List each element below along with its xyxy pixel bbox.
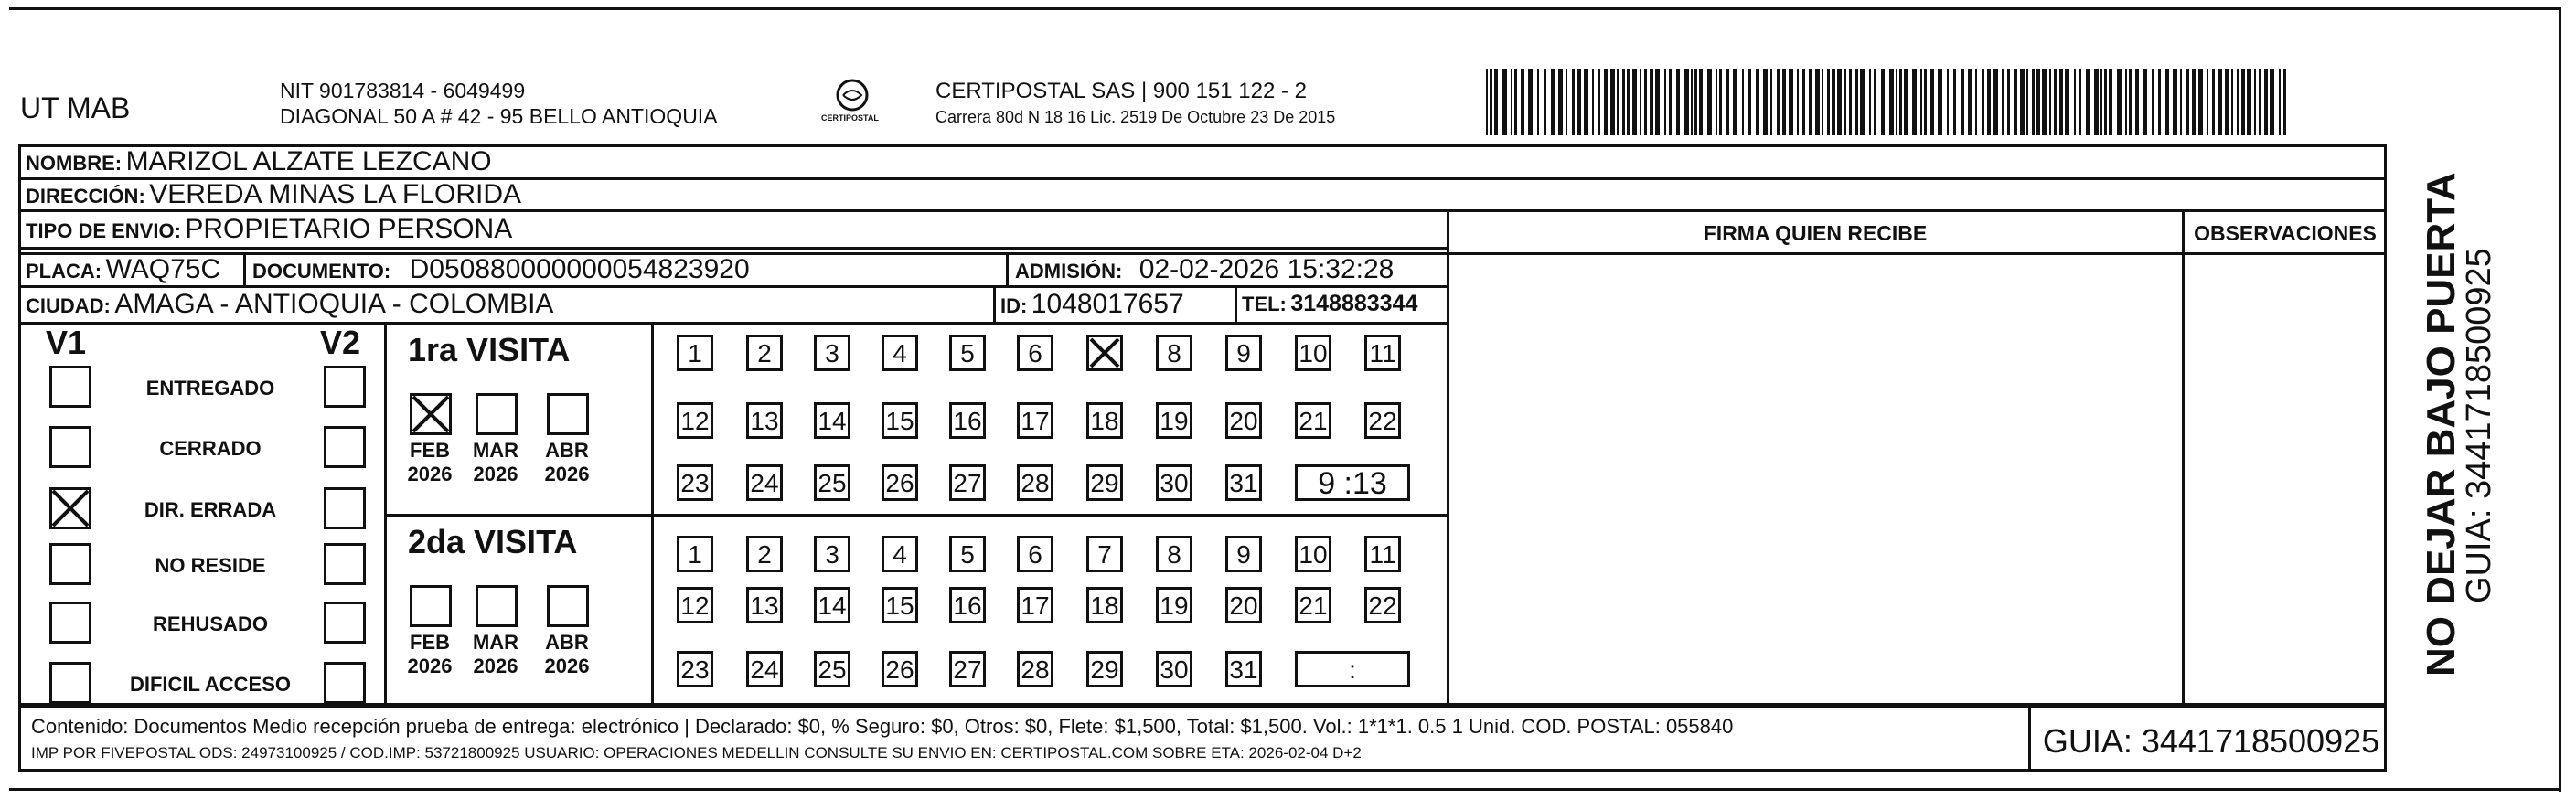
receiver-signature-label: FIRMA QUIEN RECIBE (1703, 221, 1928, 245)
barcode-bar (1640, 69, 1641, 135)
visit2-day-23[interactable]: 23 (677, 651, 713, 687)
col-line (993, 285, 996, 322)
barcode-bar (2264, 69, 2268, 135)
visit2-day-6[interactable]: 6 (1017, 536, 1053, 572)
company-name: UT MAB (20, 91, 131, 124)
visit2-time-field[interactable]: : (1295, 651, 1410, 687)
barcode-bar (2180, 69, 2182, 135)
name-row (26, 146, 492, 177)
barcode-bar (1832, 69, 1835, 135)
barcode-bar (2002, 69, 2004, 135)
visit1-day-27[interactable]: 27 (949, 464, 986, 501)
barcode-bar (1822, 69, 1823, 135)
visit1-month-label-abr: ABR 2026 (544, 439, 590, 485)
col-line (1006, 252, 1009, 287)
city-row (26, 289, 553, 320)
visit1-day-6[interactable]: 6 (1017, 335, 1053, 371)
visit1-day-8[interactable]: 8 (1156, 335, 1192, 371)
visit2-day-18[interactable]: 18 (1086, 587, 1123, 623)
visit1-day-11[interactable]: 11 (1364, 335, 1401, 371)
col-line (1235, 285, 1237, 322)
status-label-dificil-acceso: DIFICIL ACCESO (129, 673, 291, 696)
v1-checkbox-no-reside[interactable] (49, 543, 91, 585)
address-label: DIRECCIÓN: (26, 185, 145, 208)
barcode-bar (1726, 69, 1729, 135)
visit1-day-1[interactable]: 1 (677, 335, 713, 371)
company-address: DIAGONAL 50 A # 42 - 95 BELLO ANTIOQUIA (280, 104, 718, 128)
side-guia: GUIA: 3441718500925 (2460, 248, 2498, 603)
barcode-bar (2218, 69, 2222, 135)
barcode-bar (1699, 69, 1703, 135)
barcode-bar (2259, 69, 2261, 135)
barcode-bar (1849, 69, 1852, 135)
plate-row (26, 254, 220, 285)
barcode-bar (1938, 69, 1942, 135)
footer-imp: IMP POR FIVEPOSTAL ODS: 24973100925 / COD.IMP: 53721800925 USUARIO: OPERACIONES MEDELLIN CONSULTE SU ENVIO EN: CERTIPOSTAL.COM SOBRE ETA: 2026-02-04 D+2 (31, 744, 1362, 762)
visit2-day-20[interactable]: 20 (1225, 587, 1262, 623)
barcode-bar (1756, 69, 1759, 135)
barcode-bar (2129, 69, 2132, 135)
visit1-month-checkbox-mar[interactable] (476, 393, 518, 435)
visit2-day-14[interactable]: 14 (814, 587, 850, 623)
barcode-bar (1691, 69, 1693, 135)
visit1-day-9[interactable]: 9 (1225, 335, 1262, 371)
barcode-bar (2225, 69, 2229, 135)
barcode-bar (1664, 69, 1666, 135)
barcode-bar (1770, 69, 1772, 135)
barcode-bar (2049, 69, 2051, 135)
status-label-dir-errada: DIR. ERRADA (144, 498, 277, 521)
right-border (2559, 7, 2561, 792)
barcode-bar (1742, 69, 1744, 135)
barcode-bar (1511, 69, 1512, 135)
v2-checkbox-dificil-acceso[interactable] (324, 662, 366, 704)
visit2-day-31[interactable]: 31 (1225, 651, 1262, 687)
barcode-bar (2186, 69, 2189, 135)
barcode-bar (1930, 69, 1934, 135)
barcode-bar (1684, 69, 1689, 135)
barcode-bar (1844, 69, 1846, 135)
tel-row (1242, 291, 1417, 317)
bottom-border (9, 788, 2560, 791)
side-notice: NO DEJAR BAJO PUERTA (2419, 172, 2464, 676)
visit2-day-21[interactable]: 21 (1295, 587, 1331, 623)
type-value: PROPIETARIO PERSONA (185, 214, 513, 244)
address-value: VEREDA MINAS LA FLORIDA (149, 179, 522, 209)
barcode-bar (2036, 69, 2040, 135)
visit2-day-10[interactable]: 10 (1295, 536, 1331, 572)
visit2-day-1[interactable]: 1 (677, 536, 713, 572)
barcode-bar (1514, 69, 1517, 135)
barcode-bar (1899, 69, 1902, 135)
name-value: MARIZOL ALZATE LEZCANO (125, 146, 492, 176)
barcode-bar (2192, 69, 2196, 135)
visit2-month-checkbox-feb[interactable] (410, 585, 452, 627)
id-label: ID: (1000, 294, 1028, 317)
visit1-day-23[interactable]: 23 (677, 464, 713, 501)
barcode-bar (1881, 69, 1885, 135)
barcode-bar (1650, 69, 1653, 135)
barcode-bar (1797, 69, 1799, 135)
v2-checkbox-entregado[interactable] (324, 366, 366, 408)
visit1-month-checkbox-feb[interactable] (410, 393, 452, 435)
visit2-day-7[interactable]: 7 (1086, 536, 1123, 572)
document-value: D050880000000054823920 (409, 254, 750, 284)
barcode-bar (2059, 69, 2063, 135)
barcode-bar (1912, 69, 1917, 135)
barcode-bar (2117, 69, 2122, 135)
visit1-day-22[interactable]: 22 (1364, 402, 1401, 439)
status-label-cerrado: CERRADO (159, 437, 262, 460)
barcode-bar (2032, 69, 2035, 135)
visit1-day-29[interactable]: 29 (1086, 464, 1123, 501)
city-value: AMAGA - ANTIOQUIA - COLOMBIA (114, 289, 554, 319)
plate-value: WAQ75C (105, 254, 221, 284)
type-label: TIPO DE ENVIO: (26, 219, 181, 242)
name-label: NOMBRE: (26, 152, 123, 175)
v2-label: V2 (320, 324, 361, 361)
barcode-bar (1975, 69, 1977, 135)
id-row (1000, 289, 1184, 320)
barcode-bar (1617, 69, 1619, 135)
visit2-day-17[interactable]: 17 (1017, 587, 1053, 623)
admission-value: 02-02-2026 15:32:28 (1138, 254, 1395, 284)
barcode-bar (1494, 69, 1498, 135)
tel-value: 3148883344 (1290, 291, 1418, 316)
visit2-day-28[interactable]: 28 (1017, 651, 1053, 687)
barcode-bar (1627, 69, 1630, 135)
type-row (26, 214, 512, 245)
visit1-day-17[interactable]: 17 (1017, 402, 1053, 439)
barcode-bar (2165, 69, 2169, 135)
barcode-bar (2152, 69, 2154, 135)
v2-checkbox-cerrado[interactable] (324, 426, 366, 468)
barcode-bar (2237, 69, 2239, 135)
barcode-bar (1716, 69, 1717, 135)
barcode-bar (2254, 69, 2256, 135)
plate-label: PLACA: (26, 260, 102, 282)
visit2-day-16[interactable]: 16 (949, 587, 986, 623)
id-value: 1048017657 (1031, 289, 1184, 319)
barcode-bar (1802, 69, 1805, 135)
barcode-bar (1577, 69, 1581, 135)
visit2-day-27[interactable]: 27 (949, 651, 986, 687)
barcode-bar (1827, 69, 1830, 135)
barcode-bar (2247, 69, 2251, 135)
barcode-bar (1610, 69, 1615, 135)
logo-text: CERTIPOSTAL (821, 113, 879, 123)
barcode-bar (2042, 69, 2047, 135)
row-line (18, 322, 1447, 325)
barcode-bar (1855, 69, 1858, 135)
address-row (26, 179, 521, 210)
visit2-month-label-mar: MAR 2026 (472, 631, 519, 677)
barcode-bar (1528, 69, 1533, 135)
footer-guia: GUIA: 3441718500925 (2042, 722, 2380, 760)
barcode-bar (2270, 69, 2274, 135)
barcode-bar (2086, 69, 2090, 135)
barcode-bar (1860, 69, 1865, 135)
barcode-bar (1490, 69, 1492, 135)
barcode-bar (1669, 69, 1672, 135)
visit1-day-5[interactable]: 5 (949, 335, 986, 371)
v2-checkbox-rehusado[interactable] (324, 602, 366, 644)
barcode-bar (1676, 69, 1680, 135)
visit1-day-13[interactable]: 13 (746, 402, 783, 439)
barcode-bar (1655, 69, 1660, 135)
barcode-bar (2014, 69, 2017, 135)
visit1-time-field[interactable]: 9 :13 (1295, 464, 1410, 501)
row-line (18, 285, 1447, 288)
barcode-bar (1486, 69, 1488, 135)
barcode-bar (1748, 69, 1751, 135)
visit2-day-9[interactable]: 9 (1225, 536, 1262, 572)
barcode-bar (1763, 69, 1768, 135)
barcode-bar (2231, 69, 2233, 135)
city-label: CIUDAD: (26, 294, 111, 317)
barcode-bar (1544, 69, 1546, 135)
barcode-bar (1889, 69, 1894, 135)
visit2-month-label-abr: ABR 2026 (544, 631, 590, 677)
barcode-bar (1707, 69, 1712, 135)
visit1-day-7[interactable] (1086, 335, 1123, 371)
barcode-bar (2079, 69, 2081, 135)
barcode-bar (2241, 69, 2245, 135)
visit2-day-4[interactable]: 4 (882, 536, 918, 572)
barcode-bar (1632, 69, 1637, 135)
visit2-day-11[interactable]: 11 (1364, 536, 1401, 572)
carrier-license: Carrera 80d N 18 16 Lic. 2519 De Octubre 23 De 2015 (935, 108, 1336, 126)
barcode-bar (2100, 69, 2102, 135)
visit1-day-3[interactable]: 3 (814, 335, 850, 371)
barcode (1486, 69, 2291, 135)
barcode-bar (2283, 69, 2286, 135)
footer-content: Contenido: Documentos Medio recepción prueba de entrega: electrónico | Declarado: $0, % Seguro: $0, Otros: $0, Flete: $1,500, Total: $1,500. Vol.: 1*1*1. 0.5 1 Unid. COD. POSTAL: 055840 (31, 715, 1734, 738)
v1-checkbox-dificil-acceso[interactable] (49, 662, 91, 704)
barcode-bar (1604, 69, 1608, 135)
row-line (18, 247, 1447, 250)
barcode-bar (2074, 69, 2076, 135)
barcode-bar (1777, 69, 1780, 135)
admission-label: ADMISIÓN: (1015, 260, 1123, 282)
visit2-day-19[interactable]: 19 (1156, 587, 1192, 623)
document-row (252, 254, 750, 285)
document-label: DOCUMENTO: (252, 260, 391, 282)
row-line (384, 514, 1447, 517)
v1-label: V1 (46, 324, 87, 361)
visit1-day-10[interactable]: 10 (1295, 335, 1331, 371)
barcode-bar (1566, 69, 1567, 135)
carrier-name: CERTIPOSTAL SAS | 900 151 122 - 2 (935, 79, 1307, 103)
observations-area[interactable] (2182, 252, 2387, 706)
visit1-month-checkbox-abr[interactable] (547, 393, 589, 435)
barcode-bar (1815, 69, 1820, 135)
certipostal-logo (816, 77, 889, 128)
barcode-bar (1502, 69, 1507, 135)
barcode-bar (2212, 69, 2215, 135)
visit1-day-4[interactable]: 4 (882, 335, 918, 371)
status-label-entregado: ENTREGADO (145, 377, 275, 400)
visit2-day-15[interactable]: 15 (882, 587, 918, 623)
v1-checkbox-cerrado[interactable] (49, 426, 91, 468)
visit2-day-29[interactable]: 29 (1086, 651, 1123, 687)
visit1-day-16[interactable]: 16 (949, 402, 986, 439)
visit2-day-2[interactable]: 2 (746, 536, 783, 572)
v2-checkbox-no-reside[interactable] (324, 543, 366, 585)
barcode-bar (1782, 69, 1786, 135)
barcode-bar (1598, 69, 1600, 135)
v1-checkbox-entregado[interactable] (49, 366, 91, 408)
visit1-day-14[interactable]: 14 (814, 402, 850, 439)
status-label-no-reside: NO RESIDE (155, 554, 266, 577)
barcode-bar (1874, 69, 1876, 135)
top-border (9, 7, 2560, 10)
visit1-day-18[interactable]: 18 (1086, 402, 1123, 439)
barcode-bar (2054, 69, 2057, 135)
observations-label: OBSERVACIONES (2194, 221, 2377, 245)
tel-label: TEL: (1242, 293, 1287, 315)
barcode-bar (1644, 69, 1647, 135)
barcode-bar (1592, 69, 1594, 135)
barcode-bar (1521, 69, 1524, 135)
barcode-bar (1537, 69, 1539, 135)
visit2-day-5[interactable]: 5 (949, 536, 986, 572)
barcode-bar (1558, 69, 1563, 135)
barcode-bar (1987, 69, 1991, 135)
visit2-month-label-feb: FEB 2026 (407, 631, 453, 677)
barcode-bar (2026, 69, 2028, 135)
barcode-bar (1896, 69, 1897, 135)
barcode-bar (1733, 69, 1737, 135)
barcode-bar (2125, 69, 2127, 135)
barcode-bar (2143, 69, 2147, 135)
visit1-title: 1ra VISITA (408, 331, 571, 368)
visit2-day-22[interactable]: 22 (1364, 587, 1401, 623)
visit1-day-15[interactable]: 15 (882, 402, 918, 439)
barcode-bar (1719, 69, 1722, 135)
visit2-day-24[interactable]: 24 (746, 651, 783, 687)
v2-checkbox-dir-errada[interactable] (324, 487, 366, 529)
visit1-day-30[interactable]: 30 (1156, 464, 1192, 501)
signature-area[interactable] (1447, 252, 2185, 706)
visit2-day-26[interactable]: 26 (882, 651, 918, 687)
visit1-day-28[interactable]: 28 (1017, 464, 1053, 501)
visit2-month-checkbox-abr[interactable] (547, 585, 589, 627)
barcode-bar (2104, 69, 2107, 135)
visit1-day-20[interactable]: 20 (1225, 402, 1262, 439)
col-line (243, 252, 246, 287)
barcode-bar (1622, 69, 1625, 135)
barcode-bar (2279, 69, 2281, 135)
visit2-day-25[interactable]: 25 (814, 651, 850, 687)
visit1-day-19[interactable]: 19 (1156, 402, 1192, 439)
barcode-bar (2135, 69, 2139, 135)
barcode-bar (1961, 69, 1964, 135)
visit1-day-21[interactable]: 21 (1295, 402, 1331, 439)
company-nit: NIT 901783814 - 6049499 (280, 79, 526, 102)
visit1-day-26[interactable]: 26 (882, 464, 918, 501)
v1-checkbox-dir-errada[interactable] (49, 487, 91, 529)
visit2-day-3[interactable]: 3 (814, 536, 850, 572)
v1-checkbox-rehusado[interactable] (49, 602, 91, 644)
barcode-bar (1694, 69, 1697, 135)
visit1-day-25[interactable]: 25 (814, 464, 850, 501)
barcode-bar (1837, 69, 1842, 135)
barcode-bar (1572, 69, 1575, 135)
barcode-bar (2007, 69, 2010, 135)
visit1-month-label-feb: FEB 2026 (407, 439, 453, 485)
barcode-bar (1982, 69, 1984, 135)
barcode-bar (1789, 69, 1793, 135)
visit2-day-12[interactable]: 12 (677, 587, 713, 623)
barcode-bar (1551, 69, 1555, 135)
barcode-bar (2020, 69, 2025, 135)
barcode-bar (1869, 69, 1871, 135)
barcode-bar (2094, 69, 2099, 135)
barcode-bar (1924, 69, 1927, 135)
barcode-bar (2158, 69, 2161, 135)
visit2-day-8[interactable]: 8 (1156, 536, 1192, 572)
barcode-bar (1584, 69, 1588, 135)
barcode-bar (1968, 69, 1972, 135)
barcode-bar (2198, 69, 2203, 135)
visit1-day-2[interactable]: 2 (746, 335, 783, 371)
visit2-day-30[interactable]: 30 (1156, 651, 1192, 687)
barcode-bar (2207, 69, 2208, 135)
status-label-rehusado: REHUSADO (153, 613, 268, 635)
barcode-bar (2065, 69, 2069, 135)
barcode-bar (1920, 69, 1922, 135)
barcode-bar (1993, 69, 1998, 135)
barcode-bar (1904, 69, 1908, 135)
visit1-day-12[interactable]: 12 (677, 402, 713, 439)
admission-row (1015, 254, 1394, 285)
visit1-day-24[interactable]: 24 (746, 464, 783, 501)
visit1-month-label-mar: MAR 2026 (472, 439, 519, 485)
visit2-month-checkbox-mar[interactable] (476, 585, 518, 627)
barcode-bar (1947, 69, 1949, 135)
barcode-bar (1953, 69, 1956, 135)
barcode-bar (1809, 69, 1812, 135)
visit2-title: 2da VISITA (408, 523, 578, 560)
barcode-bar (2173, 69, 2177, 135)
barcode-bar (2109, 69, 2112, 135)
visit2-day-13[interactable]: 13 (746, 587, 783, 623)
visit1-day-31[interactable]: 31 (1225, 464, 1262, 501)
